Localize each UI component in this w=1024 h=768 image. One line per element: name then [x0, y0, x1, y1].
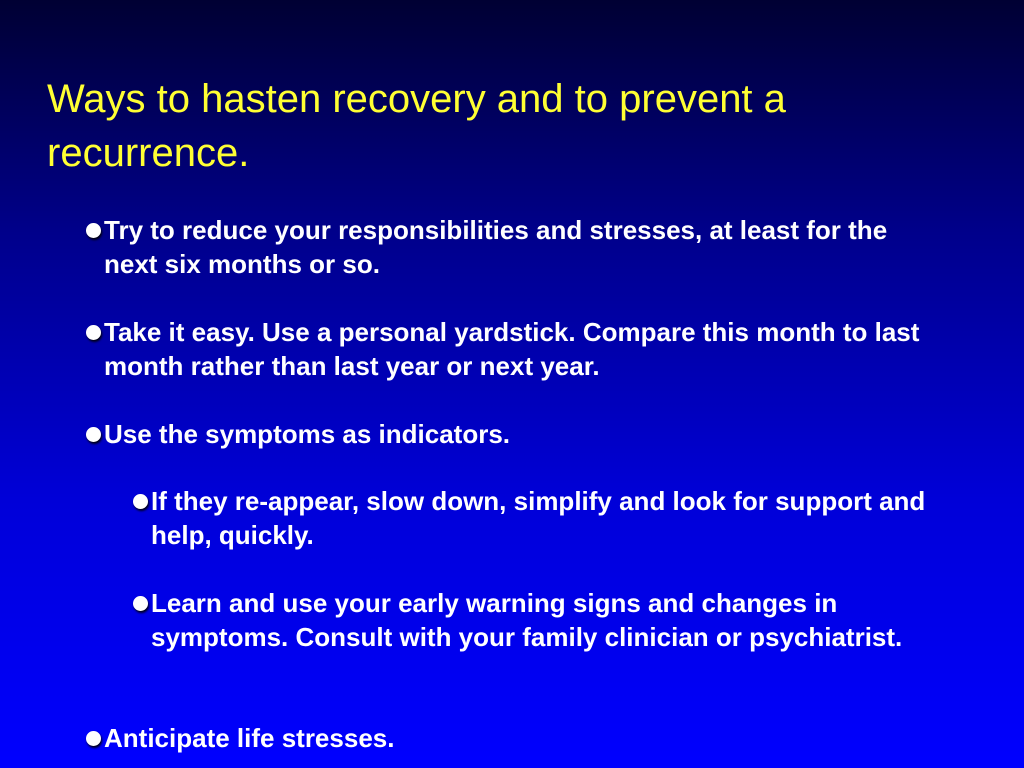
bullet-dot-icon [86, 223, 101, 238]
bullet-item [86, 315, 946, 383]
bullet-text: If they re-appear, slow down, simplify and look for support and help, quickly. [151, 486, 926, 550]
bullet-dot-icon [86, 427, 101, 442]
sub-bullet-item [133, 484, 953, 552]
bullet-item [86, 417, 946, 451]
bullet-dot-icon [86, 325, 101, 340]
bullet-text: Use the symptoms as indicators. [104, 419, 511, 449]
bullet-text: Take it easy. Use a personal yardstick. Compare this month to last month rather than last year or next year. [104, 317, 920, 381]
sub-bullet-item [133, 586, 953, 654]
bullet-item [86, 213, 946, 281]
slide-title: Ways to hasten recovery and to prevent a recurrence. [47, 77, 786, 175]
bullet-dot-icon [86, 731, 101, 746]
bullet-dot-icon [133, 596, 148, 611]
bullet-text: Anticipate life stresses. [104, 723, 395, 753]
bullet-item [86, 721, 946, 755]
bullet-dot-icon [133, 494, 148, 509]
bullet-text: Try to reduce your responsibilities and stresses, at least for the next six months or so. [104, 215, 888, 279]
bullet-text: Learn and use your early warning signs and changes in symptoms. Consult with your family clinician or psychiatrist. [151, 588, 903, 652]
